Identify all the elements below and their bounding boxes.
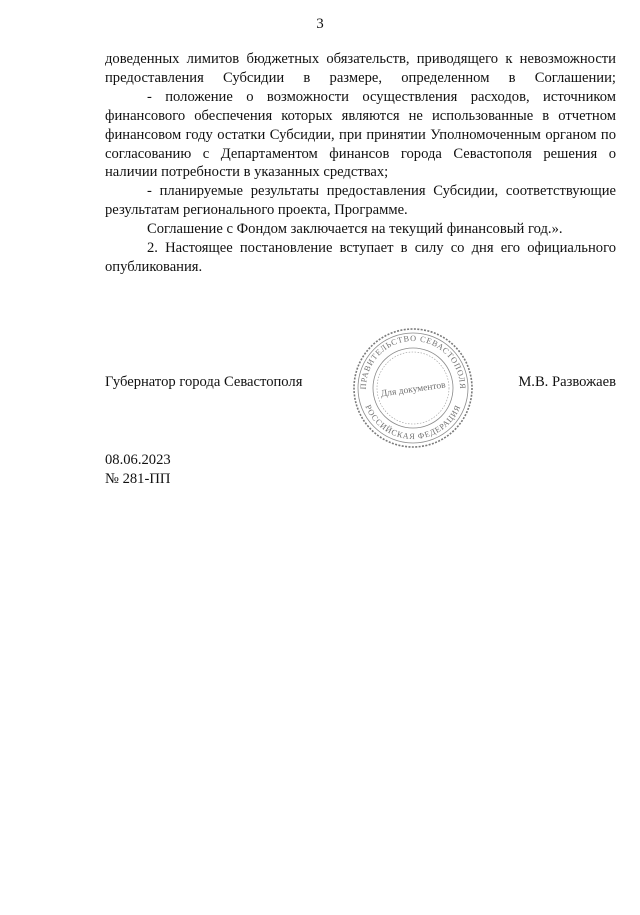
document-date: 08.06.2023	[105, 452, 171, 468]
signer-name: М.В. Развожаев	[518, 374, 616, 390]
seal-outer-text: ПРАВИТЕЛЬСТВО СЕВАСТОПОЛЯ	[358, 333, 468, 390]
seal-inner-text: Для документов	[380, 380, 447, 400]
official-seal	[346, 326, 480, 450]
seal-graphic	[346, 326, 480, 450]
svg-text:ПРАВИТЕЛЬСТВО СЕВАСТОПОЛЯ	[359, 334, 467, 390]
seal-bottom-text: РОССИЙСКАЯ ФЕДЕРАЦИЯ	[363, 403, 463, 442]
paragraph-3: - планируемые результаты предоставления Субсидии, соответствующие результатам регионального проекта, Программе.	[105, 183, 616, 219]
page-number: 3	[316, 16, 324, 32]
paragraph-4: Соглашение с Фондом заключается на текущий финансовый год.».	[147, 221, 563, 238]
paragraph-5: 2. Настоящее постановление вступает в силу со дня его официального опубликования.	[105, 240, 616, 275]
signer-title: Губернатор города Севастополя	[105, 374, 303, 390]
paragraph-1: доведенных лимитов бюджетных обязательств, приводящего к невозможности предоставления Субсидии в размере, определенном в Соглашении;	[105, 51, 616, 86]
document-number: № 281-ПП	[105, 471, 171, 487]
paragraph-2: - положение о возможности осуществления расходов, источником финансового обеспечения которых являются не использованные в отчетном финансовом году остатки Субсидии, при принятии Уполномоченным органом по согласованию с Департаментом финансов города Севастополя решения о наличии потребности в указанных средствах;	[105, 88, 616, 181]
document-body	[105, 50, 616, 277]
